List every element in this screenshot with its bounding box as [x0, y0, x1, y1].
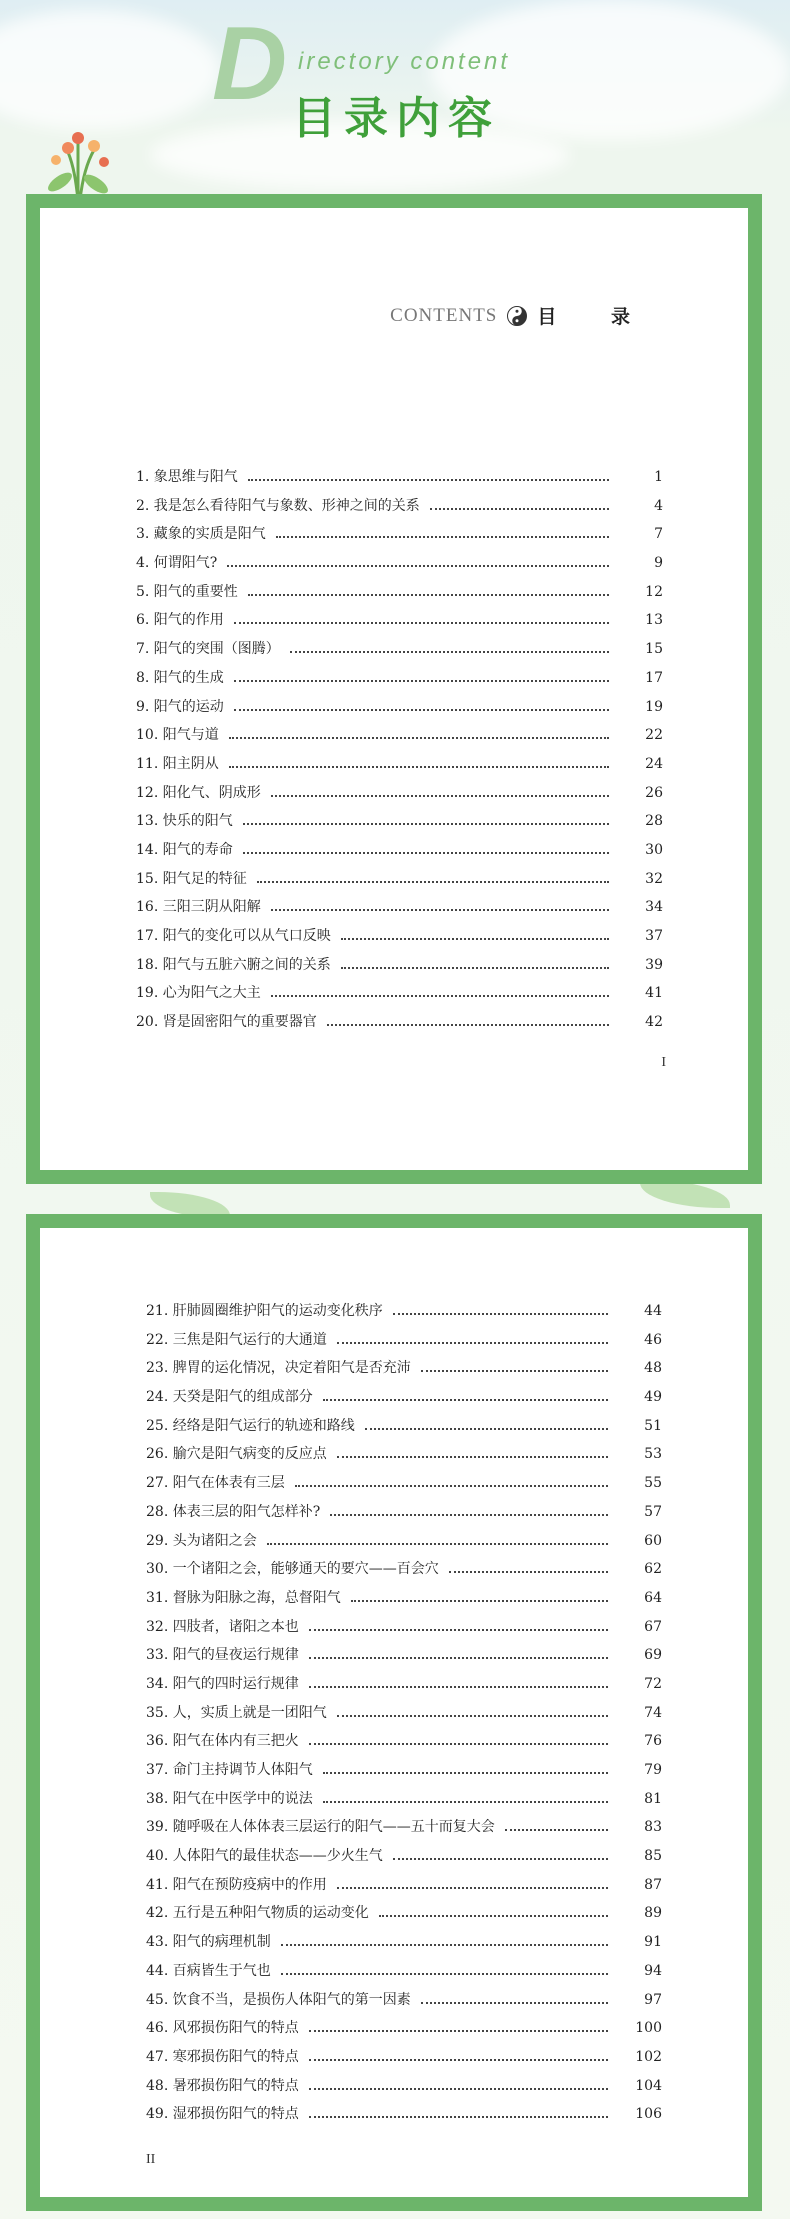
- toc-entry[interactable]: [136, 753, 663, 782]
- toc-entry-title: 18. 阳气与五脏六腑之间的关系: [136, 956, 331, 973]
- toc-entry-page: 72: [644, 1675, 662, 1692]
- toc-entry-page: 51: [644, 1417, 662, 1434]
- toc-entry-page: 24: [645, 755, 663, 772]
- toc-entry-page: 76: [644, 1733, 662, 1750]
- toc-list: [40, 1300, 748, 2132]
- toc-entry[interactable]: [146, 1501, 662, 1530]
- dot-leader: [309, 1629, 608, 1631]
- toc-entry[interactable]: [146, 2103, 662, 2132]
- toc-entry-page: 1: [654, 469, 663, 485]
- dot-leader: [365, 1428, 608, 1430]
- dot-leader: [309, 2059, 608, 2061]
- toc-entry-page: 9: [654, 555, 663, 572]
- toc-entry-title: 42. 五行是五种阳气物质的运动变化: [146, 1905, 369, 1922]
- toc-entry-title: 34. 阳气的四时运行规律: [146, 1675, 299, 1692]
- toc-entry-title: 31. 督脉为阳脉之海，总督阳气: [146, 1589, 341, 1606]
- toc-entry-page: 39: [645, 956, 663, 973]
- dot-leader: [281, 1973, 608, 1975]
- yin-yang-icon: [507, 306, 527, 326]
- toc-entry-title: 35. 人，实质上就是一团阳气: [146, 1704, 327, 1721]
- toc-entry[interactable]: [146, 1788, 662, 1817]
- toc-entry-title: 44. 百病皆生于气也: [146, 1962, 271, 1979]
- contents-heading: [390, 302, 654, 329]
- toc-entry[interactable]: [146, 1845, 662, 1874]
- dot-leader: [449, 1571, 608, 1573]
- toc-entry-title: 27. 阳气在体表有三层: [146, 1475, 285, 1492]
- toc-entry-page: 15: [645, 641, 663, 658]
- dot-leader: [393, 1313, 608, 1315]
- toc-page-1: [26, 194, 762, 1184]
- toc-entry[interactable]: [136, 638, 663, 667]
- flower-icon: [38, 112, 118, 200]
- toc-entry[interactable]: [136, 982, 663, 1011]
- toc-entry[interactable]: [146, 1300, 662, 1329]
- toc-entry-title: 39. 随呼吸在人体体表三层运行的阳气——五十而复大会: [146, 1819, 495, 1836]
- dot-leader: [271, 795, 609, 797]
- toc-entry[interactable]: [146, 1730, 662, 1759]
- toc-entry-page: 106: [635, 2106, 662, 2123]
- dot-leader: [505, 1829, 608, 1831]
- toc-entry[interactable]: [136, 724, 663, 753]
- toc-entry-page: 12: [645, 583, 663, 600]
- toc-entry-page: 85: [644, 1848, 662, 1865]
- toc-entry[interactable]: [146, 1329, 662, 1358]
- toc-entry-page: 74: [644, 1704, 662, 1721]
- toc-entry-title: 4. 何谓阳气?: [136, 555, 218, 572]
- toc-entry[interactable]: [136, 868, 663, 897]
- toc-entry-page: 44: [644, 1303, 662, 1319]
- toc-entry-page: 102: [635, 2048, 662, 2065]
- dot-leader: [281, 1944, 608, 1946]
- toc-entry-title: 25. 经络是阳气运行的轨迹和路线: [146, 1417, 355, 1434]
- toc-entry[interactable]: [136, 552, 663, 581]
- dot-leader: [243, 823, 609, 825]
- toc-entry-page: 81: [644, 1790, 662, 1807]
- toc-entry[interactable]: [146, 2046, 662, 2075]
- page-sheet: [40, 208, 748, 1170]
- toc-entry-page: 97: [644, 1991, 662, 2008]
- toc-entry-page: 94: [644, 1962, 662, 1979]
- toc-entry-title: 46. 风邪损伤阳气的特点: [146, 2020, 299, 2037]
- toc-entry-page: 19: [645, 698, 663, 715]
- toc-entry-page: 37: [645, 928, 663, 944]
- toc-entry-title: 26. 腧穴是阳气病变的反应点: [146, 1446, 327, 1463]
- toc-entry-title: 16. 三阳三阴从阳解: [136, 899, 261, 916]
- toc-entry[interactable]: [136, 696, 663, 725]
- dot-leader: [421, 2002, 608, 2004]
- dot-leader: [309, 2030, 608, 2032]
- dot-leader: [243, 852, 609, 854]
- toc-entry[interactable]: [136, 581, 663, 610]
- toc-entry[interactable]: [146, 1874, 662, 1903]
- toc-entry-page: 32: [645, 870, 663, 887]
- header-title-en: irectory content: [298, 48, 511, 75]
- toc-entry-title: 19. 心为阳气之大主: [136, 985, 261, 1002]
- toc-entry-title: 41. 阳气在预防疫病中的作用: [146, 1876, 327, 1893]
- page-number: I: [661, 1055, 666, 1070]
- toc-entry-title: 30. 一个诸阳之会，能够通天的要穴——百会穴: [146, 1561, 439, 1578]
- toc-entry-page: 41: [645, 985, 663, 1002]
- toc-entry-title: 10. 阳气与道: [136, 727, 219, 744]
- toc-entry-page: 89: [644, 1905, 662, 1922]
- dot-leader: [309, 1657, 608, 1659]
- toc-entry[interactable]: [146, 1931, 662, 1960]
- contents-heading-zh: 目 录: [537, 306, 654, 328]
- dot-leader: [379, 1915, 608, 1917]
- toc-entry-title: 20. 肾是固密阳气的重要器官: [136, 1014, 317, 1031]
- dot-leader: [234, 680, 609, 682]
- toc-entry-page: 42: [645, 1014, 663, 1031]
- toc-entry-title: 9. 阳气的运动: [136, 698, 224, 715]
- toc-entry-title: 23. 脾胃的运化情况，决定着阳气是否充沛: [146, 1360, 411, 1377]
- toc-entry[interactable]: [146, 1357, 662, 1386]
- dot-leader: [421, 1370, 608, 1372]
- toc-entry[interactable]: [146, 1530, 662, 1559]
- toc-entry-page: 67: [644, 1618, 662, 1635]
- toc-entry-title: 24. 天癸是阳气的组成部分: [146, 1389, 313, 1406]
- toc-entry-title: 47. 寒邪损伤阳气的特点: [146, 2048, 299, 2065]
- dot-leader: [309, 1743, 608, 1745]
- toc-entry-page: 17: [645, 669, 663, 686]
- dot-leader: [234, 622, 609, 624]
- header-banner: [0, 0, 790, 200]
- toc-entry[interactable]: [146, 1443, 662, 1472]
- dot-leader: [271, 909, 609, 911]
- toc-entry-page: 87: [644, 1876, 662, 1893]
- toc-entry-page: 83: [644, 1819, 662, 1836]
- toc-entry-page: 46: [644, 1331, 662, 1348]
- toc-entry-page: 64: [644, 1589, 662, 1606]
- contents-heading-en: CONTENTS: [390, 304, 498, 326]
- header-big-letter: D: [212, 6, 288, 122]
- toc-entry[interactable]: [136, 609, 663, 638]
- toc-entry-title: 1. 象思维与阳气: [136, 469, 238, 485]
- toc-entry[interactable]: [136, 954, 663, 983]
- dot-leader: [341, 938, 609, 940]
- toc-entry-title: 3. 藏象的实质是阳气: [136, 526, 266, 543]
- toc-entry[interactable]: [136, 466, 663, 495]
- toc-entry-title: 11. 阳主阴从: [136, 755, 219, 772]
- toc-entry-page: 60: [644, 1532, 662, 1549]
- toc-entry-page: 55: [644, 1475, 662, 1492]
- toc-entry[interactable]: [146, 1960, 662, 1989]
- toc-entry-page: 22: [645, 727, 663, 744]
- dot-leader: [351, 1600, 608, 1602]
- dot-leader: [229, 766, 609, 768]
- toc-entry-title: 21. 肝肺圆圈维护阳气的运动变化秩序: [146, 1303, 383, 1319]
- toc-entry-page: 49: [644, 1389, 662, 1406]
- toc-entry-title: 12. 阳化气、阴成形: [136, 784, 261, 801]
- toc-page-2: [26, 1214, 762, 2211]
- toc-entry[interactable]: [146, 1989, 662, 2018]
- toc-list: [40, 466, 748, 1040]
- dot-leader: [276, 536, 609, 538]
- toc-entry[interactable]: [146, 2017, 662, 2046]
- toc-entry[interactable]: [146, 2075, 662, 2104]
- dot-leader: [309, 2088, 608, 2090]
- toc-entry-title: 6. 阳气的作用: [136, 612, 224, 629]
- toc-entry-page: 69: [644, 1647, 662, 1664]
- toc-entry-page: 62: [644, 1561, 662, 1578]
- leaf-decoration: [640, 1180, 730, 1208]
- toc-entry[interactable]: [146, 1616, 662, 1645]
- dot-leader: [227, 565, 609, 567]
- dot-leader: [248, 479, 609, 481]
- header-title-zh: 目录内容: [292, 93, 500, 144]
- dot-leader: [229, 737, 609, 739]
- toc-entry[interactable]: [146, 1902, 662, 1931]
- dot-leader: [323, 1399, 608, 1401]
- dot-leader: [337, 1456, 608, 1458]
- dot-leader: [327, 1024, 609, 1026]
- toc-entry-page: 100: [635, 2020, 662, 2037]
- toc-entry-page: 79: [644, 1762, 662, 1778]
- toc-entry[interactable]: [136, 1011, 663, 1040]
- dot-leader: [257, 881, 609, 883]
- toc-entry[interactable]: [146, 1587, 662, 1616]
- toc-entry-title: 14. 阳气的寿命: [136, 841, 233, 858]
- dot-leader: [290, 651, 609, 653]
- dot-leader: [309, 1686, 608, 1688]
- toc-entry-page: 7: [654, 526, 663, 543]
- dot-leader: [323, 1801, 608, 1803]
- toc-entry-title: 2. 我是怎么看待阳气与象数、形神之间的关系: [136, 497, 420, 514]
- toc-entry-title: 48. 暑邪损伤阳气的特点: [146, 2077, 299, 2094]
- toc-entry[interactable]: [136, 667, 663, 696]
- dot-leader: [323, 1772, 608, 1774]
- toc-entry[interactable]: [146, 1816, 662, 1845]
- page-sheet: [40, 1228, 748, 2197]
- dot-leader: [430, 508, 609, 510]
- dot-leader: [295, 1485, 608, 1487]
- toc-entry[interactable]: [136, 782, 663, 811]
- toc-entry-title: 15. 阳气足的特征: [136, 870, 247, 887]
- toc-entry[interactable]: [136, 839, 663, 868]
- toc-entry-page: 4: [654, 497, 663, 514]
- toc-entry[interactable]: [146, 1415, 662, 1444]
- toc-entry-page: 53: [644, 1446, 662, 1463]
- toc-entry[interactable]: [136, 896, 663, 925]
- dot-leader: [337, 1887, 608, 1889]
- toc-entry[interactable]: [146, 1644, 662, 1673]
- dot-leader: [330, 1514, 608, 1516]
- toc-entry-title: 22. 三焦是阳气运行的大通道: [146, 1331, 327, 1348]
- toc-entry-page: 104: [635, 2077, 662, 2094]
- page-number: II: [146, 2152, 156, 2167]
- dot-leader: [248, 594, 609, 596]
- dot-leader: [337, 1715, 608, 1717]
- toc-entry[interactable]: [136, 495, 663, 524]
- toc-entry[interactable]: [146, 1673, 662, 1702]
- toc-entry-page: 34: [645, 899, 663, 916]
- toc-entry[interactable]: [136, 523, 663, 552]
- toc-entry-title: 5. 阳气的重要性: [136, 583, 238, 600]
- dot-leader: [309, 2116, 608, 2118]
- toc-entry-title: 40. 人体阳气的最佳状态——少火生气: [146, 1848, 383, 1865]
- dot-leader: [393, 1858, 608, 1860]
- toc-entry-page: 13: [645, 612, 663, 629]
- toc-entry-title: 37. 命门主持调节人体阳气: [146, 1762, 313, 1778]
- toc-entry-title: 43. 阳气的病理机制: [146, 1934, 271, 1951]
- toc-entry-page: 28: [645, 813, 663, 830]
- dot-leader: [271, 995, 609, 997]
- toc-entry-page: 30: [645, 841, 663, 858]
- toc-entry-title: 8. 阳气的生成: [136, 669, 224, 686]
- toc-entry-page: 26: [645, 784, 663, 801]
- dot-leader: [337, 1342, 608, 1344]
- toc-entry-title: 36. 阳气在体内有三把火: [146, 1733, 299, 1750]
- toc-entry-title: 13. 快乐的阳气: [136, 813, 233, 830]
- toc-entry-page: 48: [644, 1360, 662, 1377]
- toc-entry[interactable]: [146, 1472, 662, 1501]
- toc-entry-page: 57: [644, 1503, 662, 1520]
- toc-entry-page: 91: [644, 1934, 662, 1951]
- toc-entry[interactable]: [136, 810, 663, 839]
- toc-entry-title: 17. 阳气的变化可以从气口反映: [136, 928, 331, 944]
- toc-entry[interactable]: [146, 1702, 662, 1731]
- toc-entry[interactable]: [146, 1386, 662, 1415]
- toc-entry-title: 28. 体表三层的阳气怎样补?: [146, 1503, 321, 1520]
- toc-entry[interactable]: [136, 925, 663, 954]
- toc-entry-title: 45. 饮食不当，是损伤人体阳气的第一因素: [146, 1991, 411, 2008]
- dot-leader: [341, 967, 609, 969]
- toc-entry-title: 33. 阳气的昼夜运行规律: [146, 1647, 299, 1664]
- dot-leader: [267, 1543, 608, 1545]
- dot-leader: [234, 709, 609, 711]
- toc-entry-title: 29. 头为诸阳之会: [146, 1532, 257, 1549]
- toc-entry-title: 49. 湿邪损伤阳气的特点: [146, 2106, 299, 2123]
- toc-entry[interactable]: [146, 1558, 662, 1587]
- toc-entry-title: 7. 阳气的突围（图腾）: [136, 641, 280, 658]
- toc-entry-title: 38. 阳气在中医学中的说法: [146, 1790, 313, 1807]
- toc-entry-title: 32. 四肢者，诸阳之本也: [146, 1618, 299, 1635]
- toc-entry[interactable]: [146, 1759, 662, 1788]
